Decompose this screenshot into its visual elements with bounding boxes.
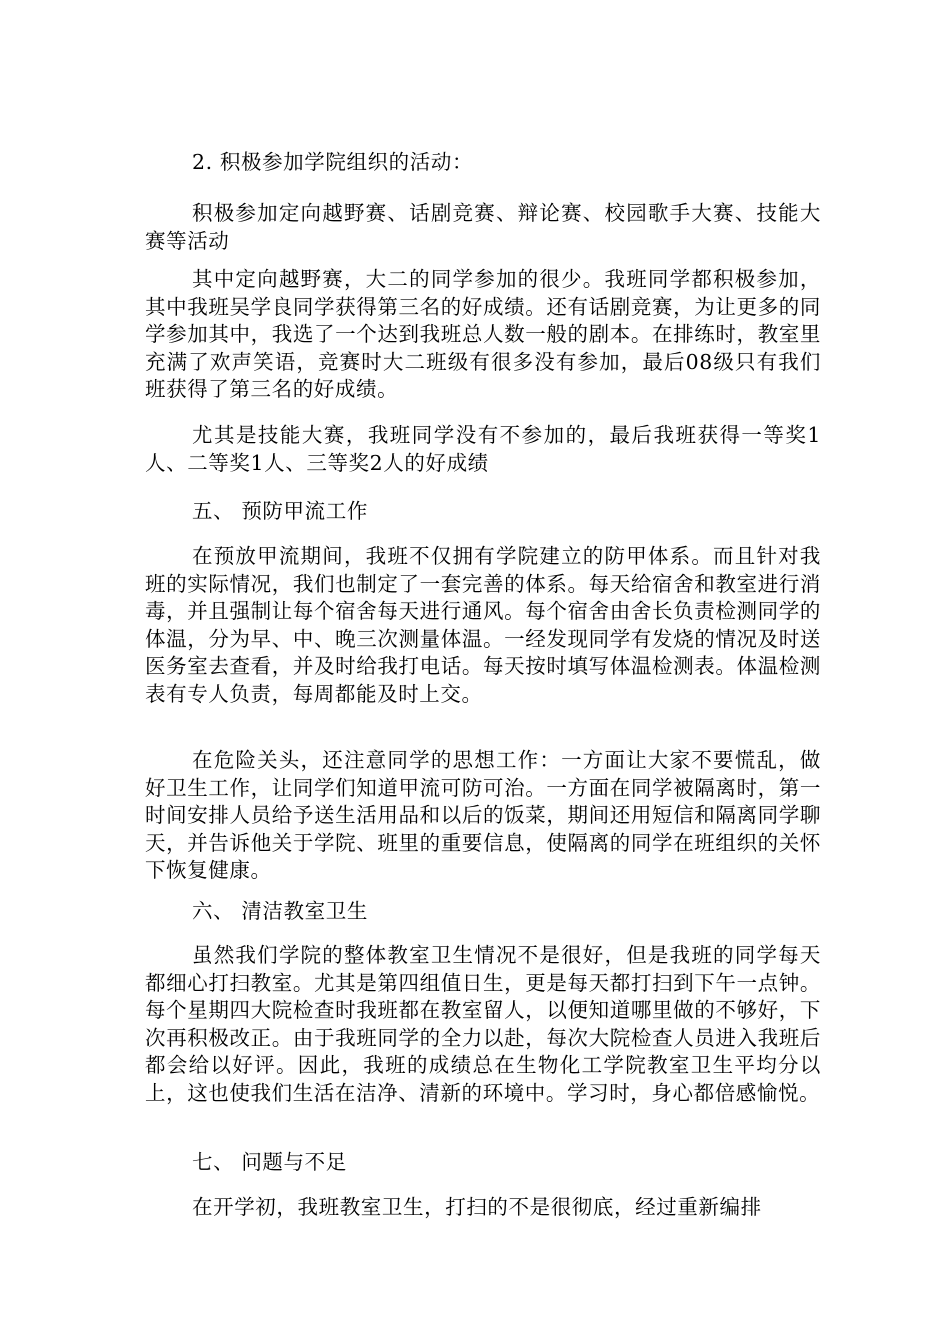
section-heading-problems: 七、 问题与不足: [192, 1150, 347, 1174]
paragraph-hygiene-details: 虽然我们学院的整体教室卫生情况不是很好，但是我班的同学每天都细心打扫教室。尤其是第四组值日生，更是每天都打扫到下午一点钟。每个星期四大院检查时我班都在教室留人，以便知道哪里做的不够好，下次再积极改正。由于我班同学的全力以赴，每次大院检查人员进入我班后都会给以好评。因此，我班的成绩总在生物化工学院教室卫生平均分以上，这也使我们生活在洁净、清新的环境中。学习时，身心都倍感愉悦。: [145, 943, 821, 1105]
paragraph-orienteering-drama: 其中定向越野赛，大二的同学参加的很少。我班同学都积极参加，其中我班吴学良同学获得第三名的好成绩。还有话剧竞赛，为让更多的同学参加其中，我选了一个达到我班总人数一般的剧本。在排练时，教室里充满了欢声笑语，竞赛时大二班级有很多没有参加，最后08级只有我们班获得了第三名的好成绩。: [145, 267, 821, 401]
section-subheading-activities: 2. 积极参加学院组织的活动：: [192, 150, 474, 174]
paragraph-crisis-care: 在危险关头，还注意同学的思想工作：一方面让大家不要慌乱，做好卫生工作，让同学们知道甲流可防可治。一方面在同学被隔离时，第一时间安排人员给予送生活用品和以后的饭菜，期间还用短信和隔离同学聊天，并告诉他关于学院、班里的重要信息，使隔离的同学在班组织的关怀下恢复健康。: [145, 748, 821, 882]
paragraph-problems-start: 在开学初，我班教室卫生，打扫的不是很彻底，经过重新编排: [192, 1195, 762, 1219]
paragraph-flu-measures: 在预放甲流期间，我班不仅拥有学院建立的防甲体系。而且针对我班的实际情况，我们也制定了一套完善的体系。每天给宿舍和教室进行消毒，并且强制让每个宿舍每天进行通风。每个宿舍由舍长负责检测同学的体温，分为早、中、晚三次测量体温。一经发现同学有发烧的情况及时送医务室去查看，并及时给我打电话。每天按时填写体温检测表。体温检测表有专人负责，每周都能及时上交。: [145, 544, 821, 706]
section-heading-classroom-hygiene: 六、 清洁教室卫生: [192, 899, 368, 923]
paragraph-activities-list: 积极参加定向越野赛、话剧竞赛、辩论赛、校园歌手大赛、技能大赛等活动: [145, 201, 821, 253]
section-heading-flu-prevention: 五、 预防甲流工作: [192, 499, 368, 523]
paragraph-skills-contest: 尤其是技能大赛，我班同学没有不参加的，最后我班获得一等奖1人、二等奖1人、三等奖2人的好成绩: [145, 423, 821, 475]
